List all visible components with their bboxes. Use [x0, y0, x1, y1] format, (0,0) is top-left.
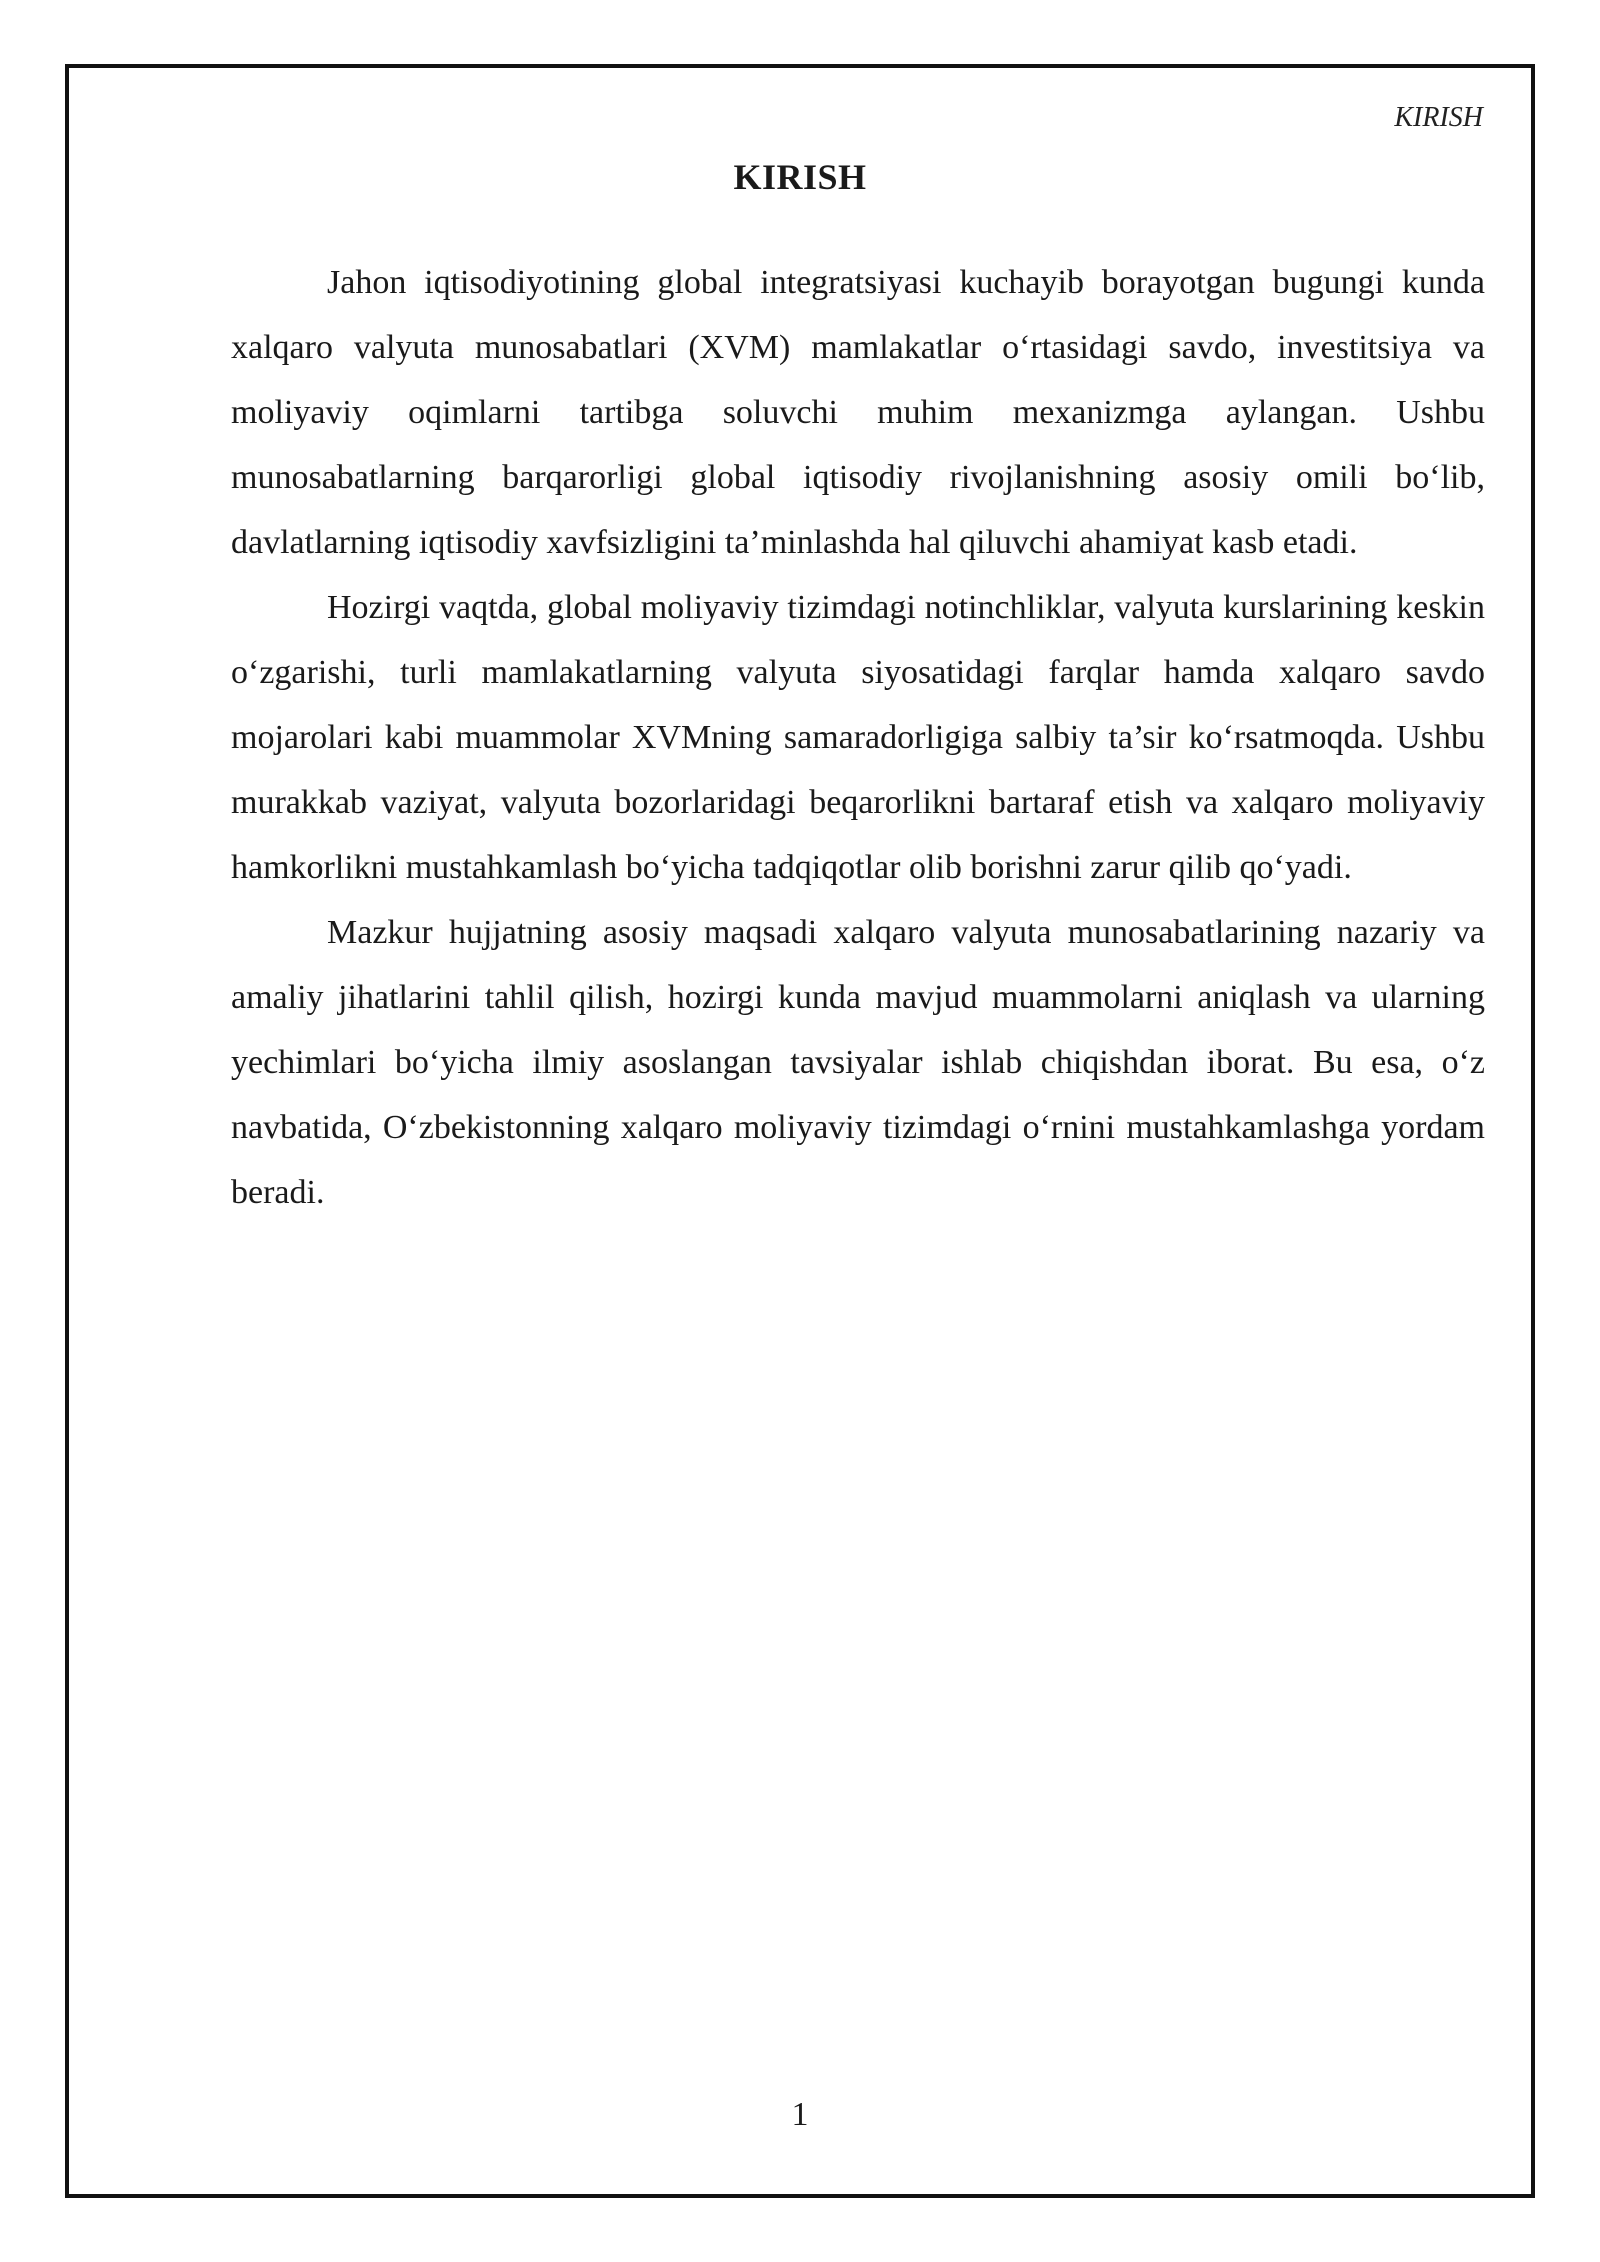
page-frame [65, 64, 1535, 2198]
paragraph: Mazkur hujjatning asosiy maqsadi xalqaro valyuta munosabatlarining nazariy va amaliy jihatlarini tahlil qilish, hozirgi kunda mavjud muammolarni aniqlash va ularning yechimlari bo‘yicha ilmiy asoslangan tavsiyalar ishlab chiqishdan iborat. Bu esa, o‘z navbatida, O‘zbekistonning xalqaro moliyaviy tizimdagi o‘rnini mustahkamlashga yordam beradi. [231, 914, 1485, 1211]
paragraph: Hozirgi vaqtda, global moliyaviy tizimdagi notinchliklar, valyuta kurslarining keskin o‘zgarishi, turli mamlakatlarning valyuta siyosatidagi farqlar hamda xalqaro savdo mojarolari kabi muammolar XVMning samaradorligiga salbiy ta’sir ko‘rsatmoqda. Ushbu murakkab vaziyat, valyuta bozorlaridagi beqarorlikni bartaraf etish va xalqaro moliyaviy hamkorlikni mustahkamlash bo‘yicha tadqiqotlar olib borishni zarur qilib qo‘yadi. [231, 589, 1485, 886]
body-text [231, 250, 1485, 1225]
paragraph: Jahon iqtisodiyotining global integratsiyasi kuchayib borayotgan bugungi kunda xalqaro valyuta munosabatlari (XVM) mamlakatlar o‘rtasidagi savdo, investitsiya va moliyaviy oqimlarni tartibga soluvchi muhim mexanizmga aylangan. Ushbu munosabatlarning barqarorligi global iqtisodiy rivojlanishning asosiy omili bo‘lib, davlatlarning iqtisodiy xavfsizligini ta’minlashda hal qiluvchi ahamiyat kasb etadi. [231, 264, 1485, 561]
running-header: KIRISH [1394, 102, 1483, 133]
page-title: KIRISH [733, 157, 867, 197]
page-number: 1 [791, 2096, 809, 2133]
